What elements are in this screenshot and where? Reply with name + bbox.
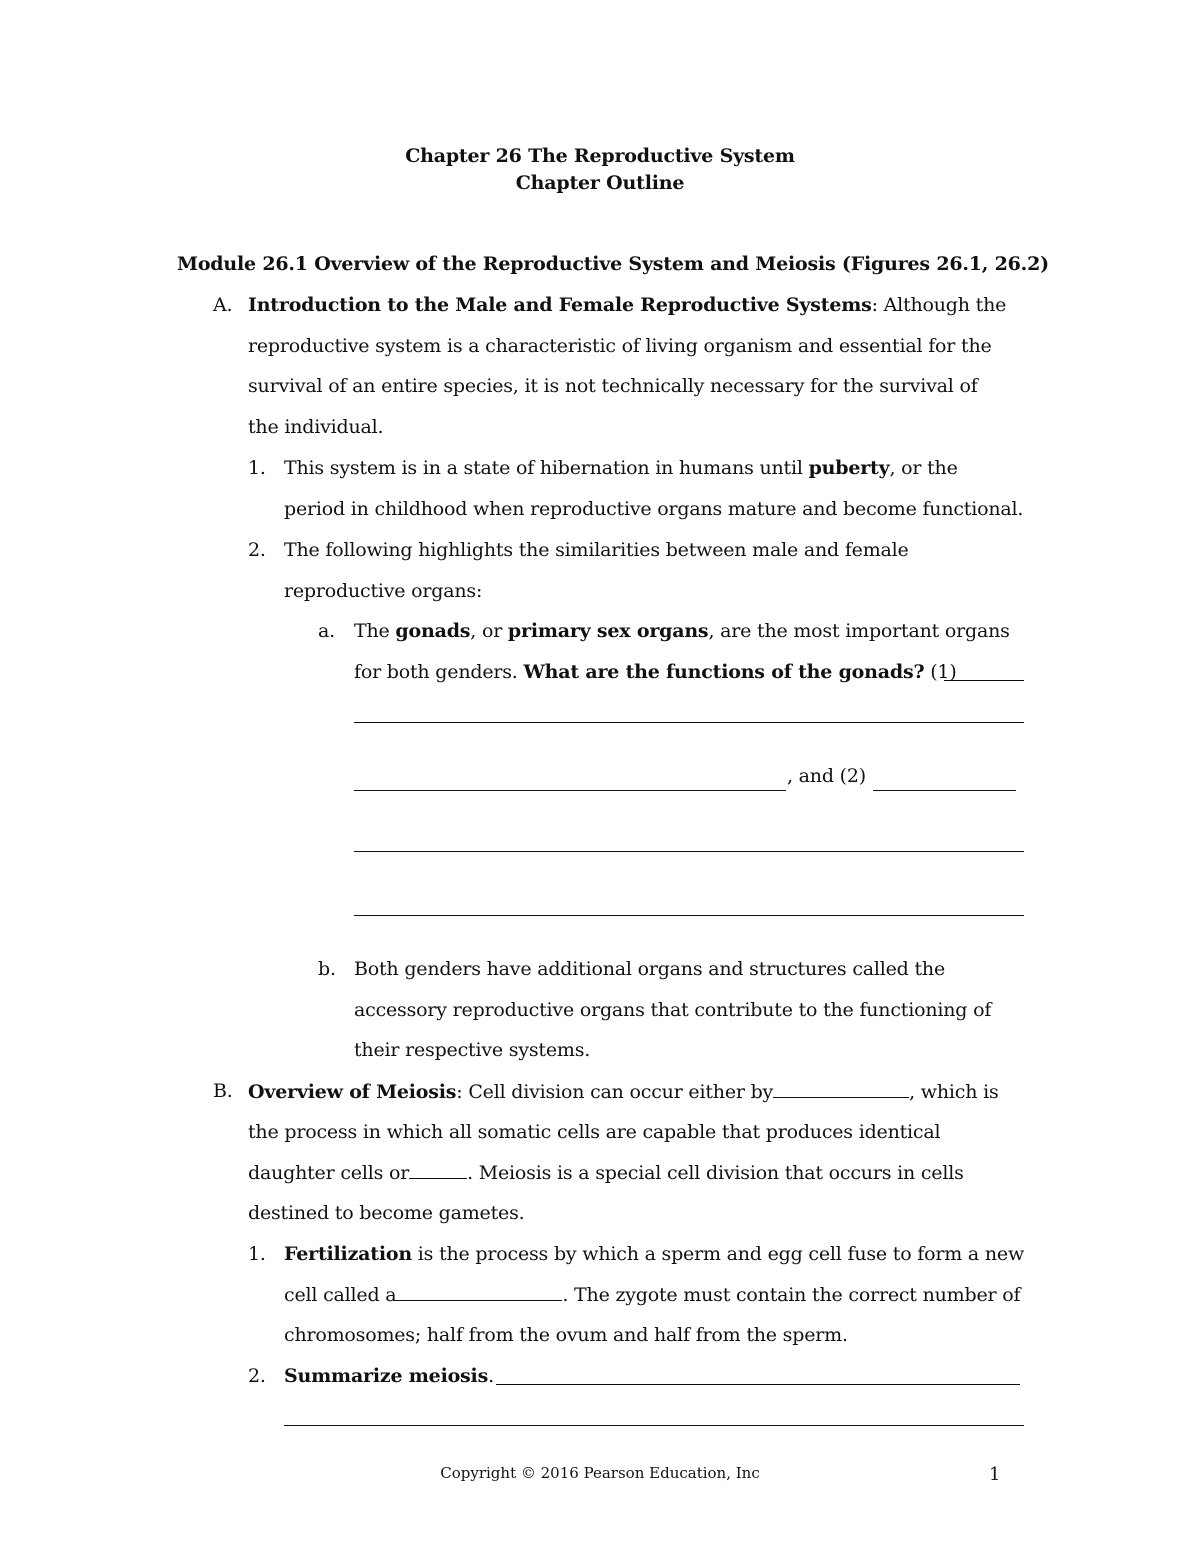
answer-line[interactable] bbox=[354, 790, 786, 791]
section-a-line4: the individual. bbox=[248, 416, 384, 438]
a1-marker: 1. bbox=[248, 457, 266, 479]
module-heading: Module 26.1 Overview of the Reproductive System and Meiosis (Figures 26.1, 26.2) bbox=[177, 253, 1049, 275]
term-gonads: gonads bbox=[395, 620, 471, 642]
answer-blank[interactable] bbox=[396, 1282, 562, 1301]
section-a-title: Introduction to the Male and Female Reproductive Systems bbox=[248, 294, 872, 316]
page-number: 1 bbox=[989, 1464, 1001, 1485]
a2b-line2: accessory reproductive organs that contribute to the functioning of bbox=[354, 999, 992, 1021]
a2a-marker: a. bbox=[318, 620, 335, 642]
term-primary-sex-organs: primary sex organs bbox=[507, 620, 709, 642]
answer-line[interactable] bbox=[354, 915, 1024, 916]
b1-marker: 1. bbox=[248, 1243, 266, 1265]
and-2-label: , and (2) bbox=[787, 765, 866, 787]
a1-line1: This system is in a state of hibernation in humans until puberty, or the bbox=[284, 457, 958, 479]
term-fertilization: Fertilization bbox=[284, 1243, 412, 1265]
term-puberty: puberty bbox=[808, 457, 890, 479]
section-a-line3: survival of an entire species, it is not technically necessary for the survival of bbox=[248, 375, 978, 397]
section-a-line1: Introduction to the Male and Female Reproductive Systems: Although the bbox=[248, 294, 1007, 316]
section-a-line2: reproductive system is a characteristic of living organism and essential for the bbox=[248, 335, 992, 357]
chapter-title: Chapter 26 The Reproductive System bbox=[405, 145, 795, 167]
answer-blank[interactable] bbox=[773, 1079, 909, 1098]
gonads-question: What are the functions of the gonads? bbox=[523, 661, 925, 683]
answer-blank[interactable] bbox=[409, 1160, 467, 1179]
a2-line2: reproductive organs: bbox=[284, 580, 483, 602]
answer-line[interactable] bbox=[354, 851, 1024, 852]
section-b-line4: destined to become gametes. bbox=[248, 1202, 525, 1224]
answer-blank[interactable] bbox=[496, 1384, 1020, 1385]
section-b-title: Overview of Meiosis bbox=[248, 1081, 457, 1103]
a2a-line1: The gonads, or primary sex organs, are the most important organs bbox=[354, 620, 1010, 642]
b2-line1: Summarize meiosis. bbox=[284, 1365, 494, 1387]
section-b-marker: B. bbox=[213, 1080, 233, 1102]
a2-marker: 2. bbox=[248, 539, 266, 561]
copyright-footer: Copyright © 2016 Pearson Education, Inc bbox=[440, 1464, 760, 1482]
section-b-line3: daughter cells or . Meiosis is a special cell division that occurs in cells bbox=[248, 1162, 964, 1184]
a2-line1: The following highlights the similarities between male and female bbox=[284, 539, 909, 561]
section-b-line2: the process in which all somatic cells are capable that produces identical bbox=[248, 1121, 941, 1143]
answer-line[interactable] bbox=[284, 1425, 1024, 1426]
section-b-line1: Overview of Meiosis: Cell division can occur either by , which is bbox=[248, 1081, 999, 1103]
b1-line1: Fertilization is the process by which a sperm and egg cell fuse to form a new bbox=[284, 1243, 1025, 1265]
answer-blank[interactable] bbox=[944, 680, 1024, 681]
a1-line2: period in childhood when reproductive organs mature and become functional. bbox=[284, 498, 1024, 520]
b1-line3: chromosomes; half from the ovum and half from the sperm. bbox=[284, 1324, 848, 1346]
b2-marker: 2. bbox=[248, 1365, 266, 1387]
term-summarize-meiosis: Summarize meiosis bbox=[284, 1365, 489, 1387]
a2b-marker: b. bbox=[318, 958, 336, 980]
b1-line2: cell called a . The zygote must contain the correct number of bbox=[284, 1284, 1021, 1306]
a2b-line1: Both genders have additional organs and structures called the bbox=[354, 958, 946, 980]
a2b-line3: their respective systems. bbox=[354, 1039, 591, 1061]
a2a-line2: for both genders. What are the functions of the gonads? (1) bbox=[354, 661, 957, 683]
chapter-subtitle: Chapter Outline bbox=[515, 172, 685, 194]
answer-line[interactable] bbox=[354, 722, 1024, 723]
section-a-marker: A. bbox=[213, 294, 233, 316]
answer-blank[interactable] bbox=[873, 790, 1016, 791]
